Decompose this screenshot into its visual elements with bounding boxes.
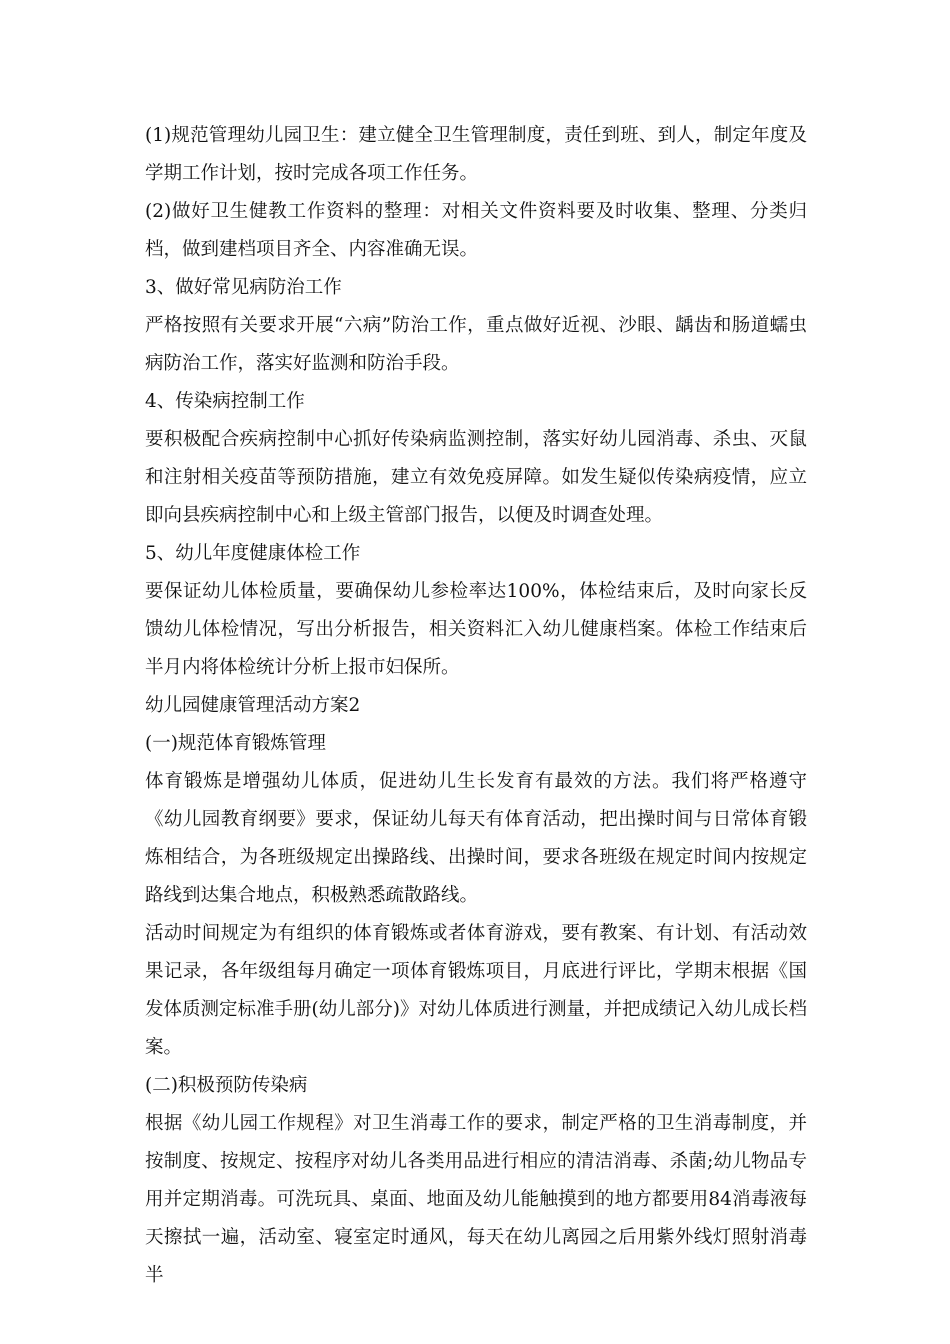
document-body [145,117,807,1295]
paragraph-disinfection-rules: 根据《幼儿园工作规程》对卫生消毒工作的要求，制定严格的卫生消毒制度，并按制度、按规定、按程序对幼儿各类用品进行相应的清洁消毒、杀菌;幼儿物品专用并定期消毒。可洗玩具、桌面、地面及幼儿能触摸到的地方都要用84消毒液每天擦拭一遍，活动室、寝室定时通风，每天在幼儿离园之后用紫外线灯照射消毒半 [145,1113,807,1286]
section-heading-5: 5、幼儿年度健康体检工作 [145,543,361,564]
paragraph-common-disease-prevention: 严格按照有关要求开展“六病”防治工作，重点做好近视、沙眼、龋齿和肠道蠕虫病防治工作，落实好监测和防治手段。 [145,315,807,374]
section-heading-4: 4、传染病控制工作 [145,391,305,412]
plan-title-2: 幼儿园健康管理活动方案2 [145,695,361,716]
paragraph-physical-exercise: 体育锻炼是增强幼儿体质，促进幼儿生长发育有最效的方法。我们将严格遵守《幼儿园教育纲要》要求，保证幼儿每天有体育活动，把出操时间与日常体育锻炼相结合，为各班级规定出操路线、出操时间，要求各班级在规定时间内按规定路线到达集合地点，积极熟悉疏散路线。 [145,771,807,906]
paragraph-1-1-hygiene-management: (1)规范管理幼儿园卫生：建立健全卫生管理制度，责任到班、到人，制定年度及学期工作计划，按时完成各项工作任务。 [145,125,807,184]
section-heading-3: 3、做好常见病防治工作 [145,277,342,298]
paragraph-annual-health-checkup: 要保证幼儿体检质量，要确保幼儿参检率达100%，体检结束后，及时向家长反馈幼儿体检情况，写出分析报告，相关资料汇入幼儿健康档案。体检工作结束后半月内将体检统计分析上报市妇保所。 [145,581,807,678]
paragraph-activity-schedule: 活动时间规定为有组织的体育锻炼或者体育游戏，要有教案、有计划、有活动效果记录，各年级组每月确定一项体育锻炼项目，月底进行评比，学期末根据《国发体质测定标准手册(幼儿部分)》对幼儿体质进行测量，并把成绩记入幼儿成长档案。 [145,923,807,1058]
paragraph-1-2-health-records: (2)做好卫生健教工作资料的整理：对相关文件资料要及时收集、整理、分类归档，做到建档项目齐全、内容准确无误。 [145,201,807,260]
subsection-heading-2: (二)积极预防传染病 [145,1075,308,1096]
subsection-heading-1: (一)规范体育锻炼管理 [145,733,326,754]
paragraph-infectious-disease-control: 要积极配合疾病控制中心抓好传染病监测控制，落实好幼儿园消毒、杀虫、灭鼠和注射相关疫苗等预防措施，建立有效免疫屏障。如发生疑似传染病疫情，应立即向县疾病控制中心和上级主管部门报告，以便及时调查处理。 [145,429,807,526]
